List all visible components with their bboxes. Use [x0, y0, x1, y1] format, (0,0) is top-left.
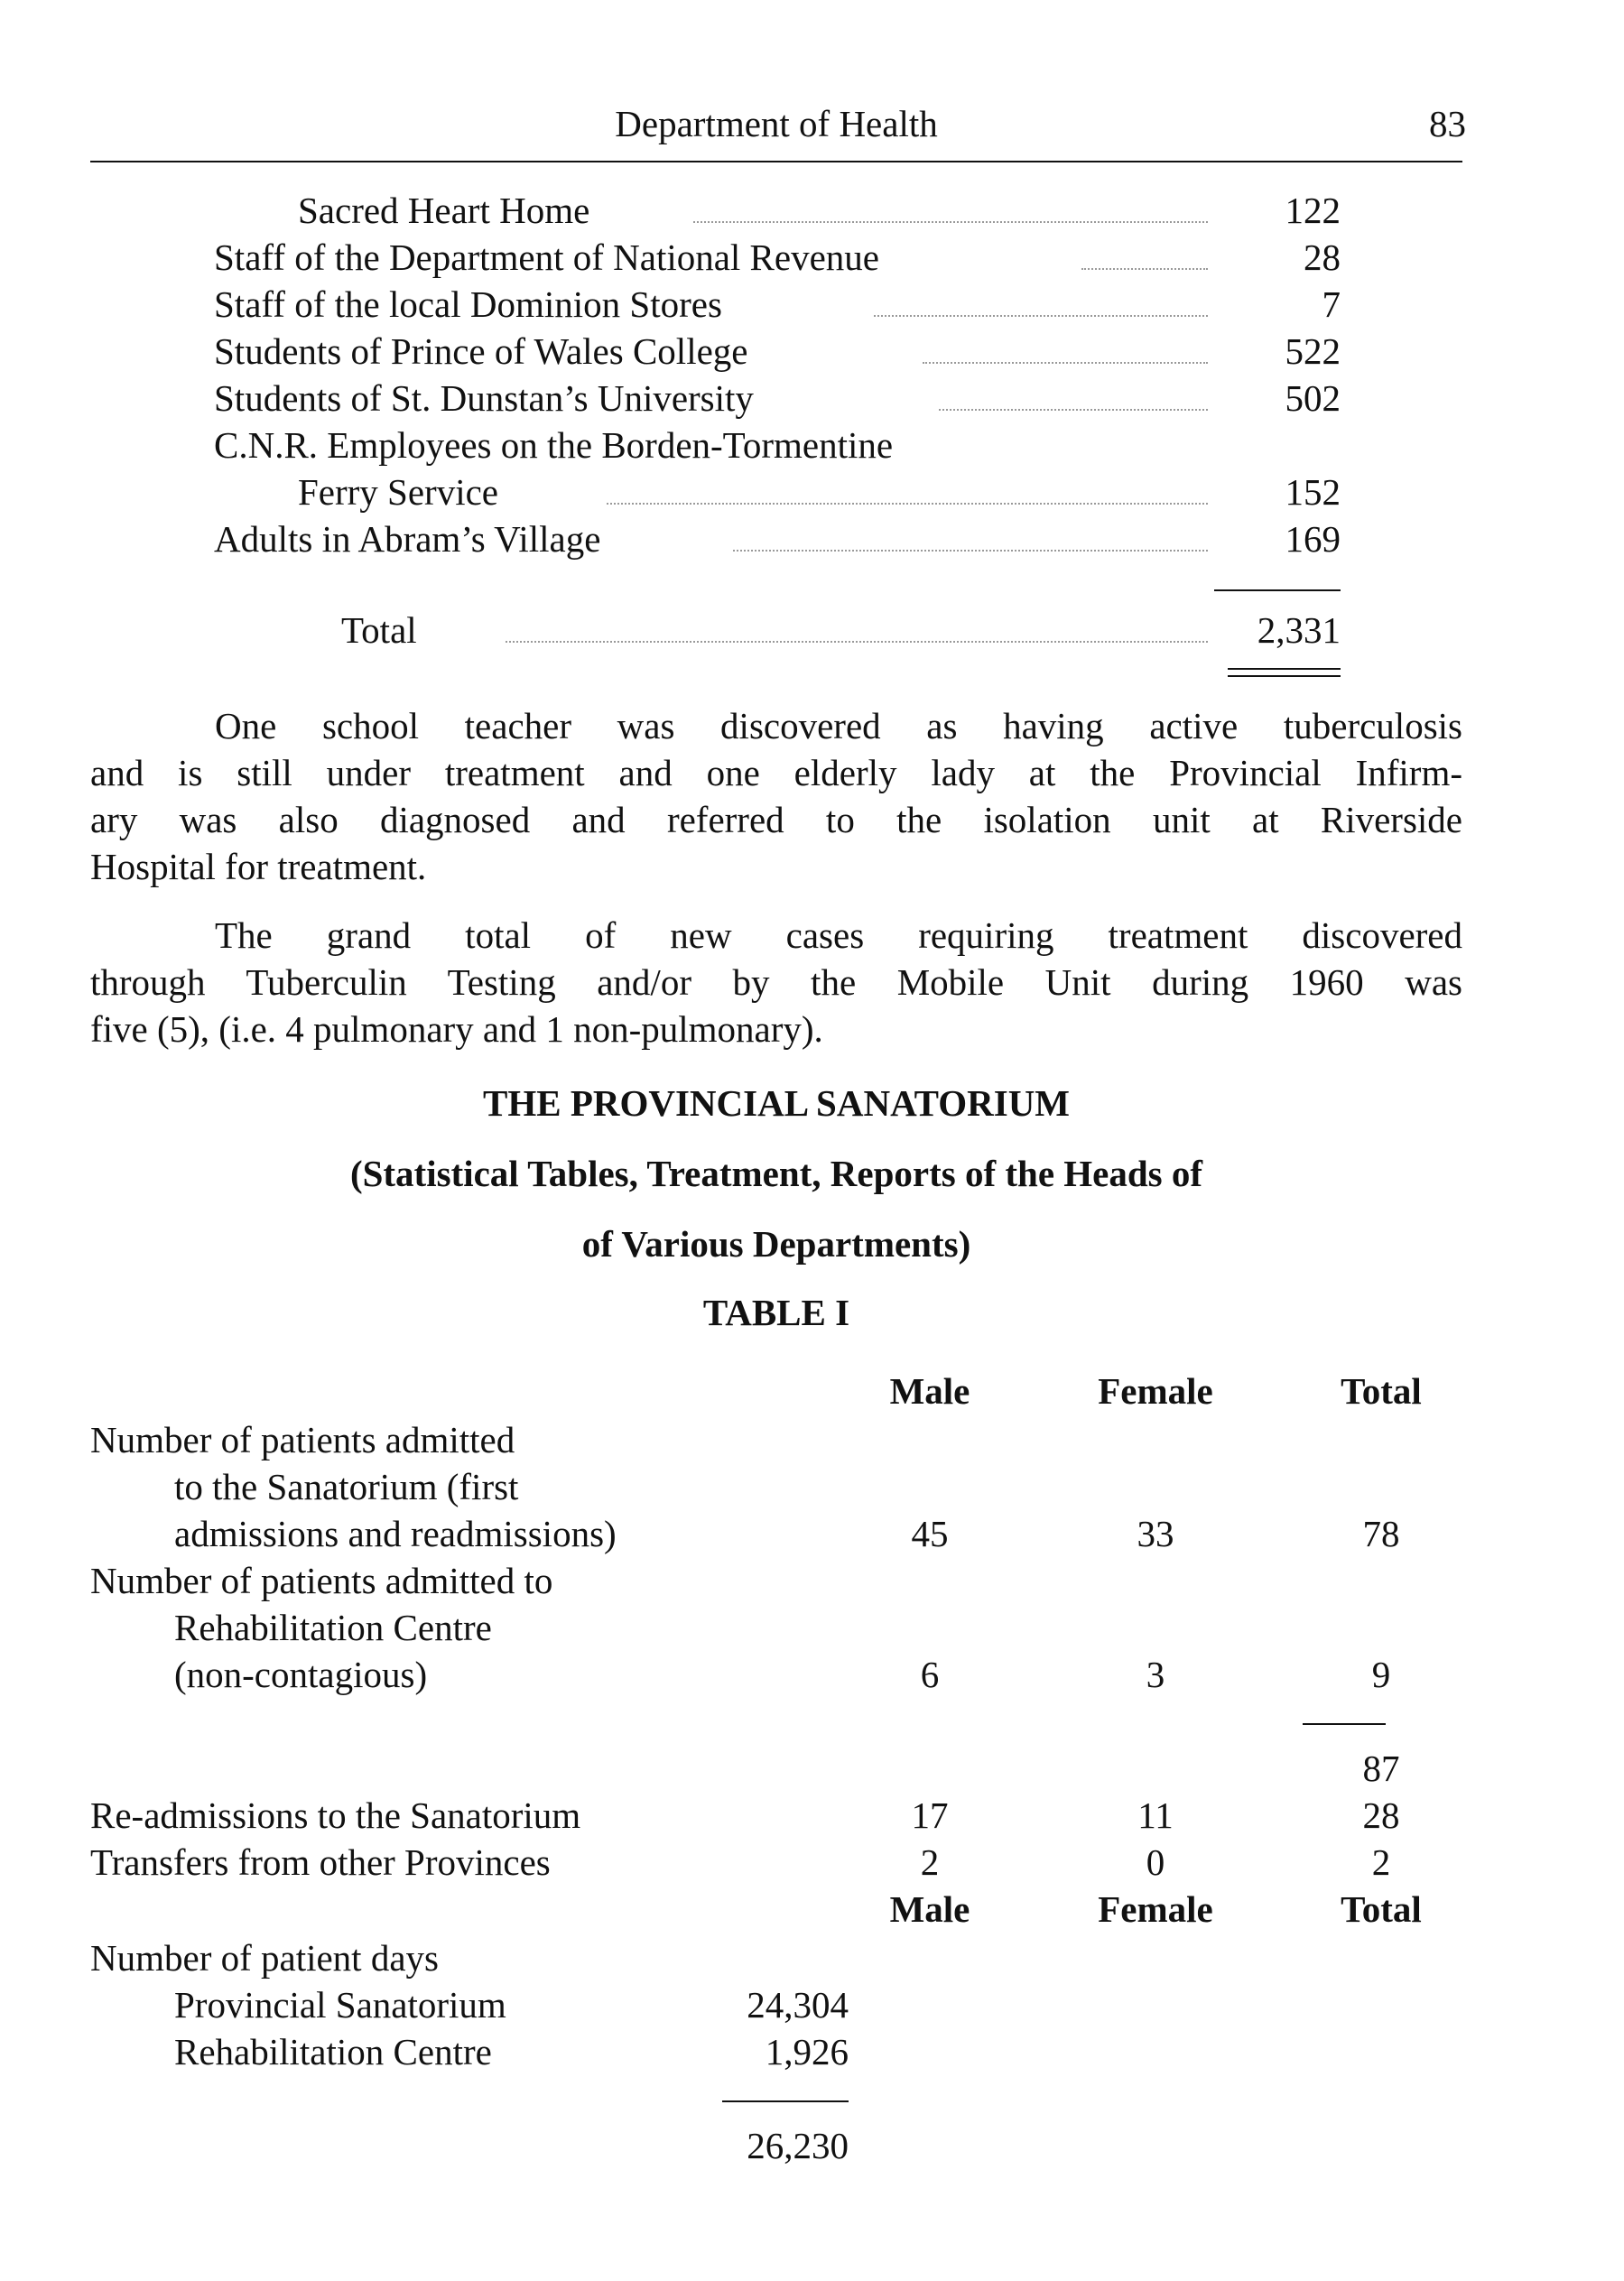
double-rule-bottom	[1228, 675, 1341, 677]
list-item-value: 28	[1304, 236, 1341, 278]
cell-male: 17	[911, 1794, 949, 1836]
list-item-label: Sacred Heart Home	[298, 190, 590, 231]
cell-male: 45	[911, 1513, 949, 1554]
paragraph-grand-total	[90, 912, 1462, 1052]
column-header-female: Female	[1098, 1370, 1213, 1412]
list-item-label: Adults in Abram’s Village	[214, 518, 601, 560]
patient-days-rule	[722, 2100, 849, 2102]
cell-total: 28	[1362, 1794, 1400, 1836]
row-label: Rehabilitation Centre	[174, 2031, 492, 2072]
list-item-value: 152	[1285, 471, 1341, 513]
cell-female: 0	[1146, 1841, 1165, 1883]
list-item-value: 7	[1322, 283, 1341, 325]
row-label-line: Number of patients admitted	[90, 1419, 515, 1460]
paragraph-line: and is still under treatment and one elderly lady at the Provincial Infirm-	[90, 752, 1462, 793]
paragraph-line: Hospital for treatment.	[90, 846, 427, 887]
cell-male: 2	[920, 1841, 940, 1883]
list-item-label: Ferry Service	[298, 471, 498, 513]
paragraph-teacher	[90, 702, 1462, 890]
list-item-value: 502	[1285, 377, 1341, 419]
double-rule-top	[1228, 668, 1341, 670]
list-item-label: C.N.R. Employees on the Borden-Tormentine	[214, 424, 894, 466]
row-label-line: admissions and readmissions)	[174, 1513, 617, 1554]
table-title: TABLE I	[702, 1292, 850, 1333]
leader-dots	[607, 503, 1208, 505]
row-label: Provincial Sanatorium	[174, 1984, 506, 2026]
cell-female: 11	[1137, 1794, 1174, 1836]
page-header-title: Department of Health	[615, 103, 938, 144]
row-label-line: (non-contagious)	[174, 1654, 428, 1695]
column-header-male: Male	[889, 1888, 970, 1930]
leader-dots	[1081, 268, 1208, 270]
list-item-value: 169	[1285, 518, 1341, 560]
cell-total: 78	[1362, 1513, 1400, 1554]
list-item-value: 122	[1285, 190, 1341, 231]
leader-dots	[923, 362, 1208, 364]
total-value: 2,331	[1257, 609, 1341, 651]
paragraph-line: five (5), (i.e. 4 pulmonary and 1 non-pulmonary).	[90, 1008, 823, 1050]
leader-dots	[693, 221, 1208, 223]
column-header-total: Total	[1341, 1370, 1422, 1412]
section-subtitle-line1: (Statistical Tables, Treatment, Reports of the Heads of	[349, 1153, 1203, 1194]
subtotal-value: 87	[1362, 1748, 1400, 1789]
row-label-line: Number of patients admitted to	[90, 1560, 553, 1601]
cell-total: 2	[1371, 1841, 1391, 1883]
total-rule	[1214, 589, 1341, 591]
list-item-label: Students of Prince of Wales College	[214, 330, 748, 372]
cell-female: 33	[1137, 1513, 1174, 1554]
cell-male: 6	[920, 1654, 940, 1695]
paragraph-line: One school teacher was discovered as having active tuberculosis	[215, 705, 1462, 746]
row-label-line: Rehabilitation Centre	[174, 1607, 492, 1648]
leader-dots	[506, 641, 1208, 643]
section-subtitle-line2: of Various Departments)	[581, 1223, 971, 1265]
leader-dots	[733, 550, 1208, 552]
leader-dots	[874, 315, 1208, 317]
section-title: THE PROVINCIAL SANATORIUM	[482, 1082, 1070, 1124]
page-number: 83	[1429, 103, 1466, 144]
total-label: Total	[341, 609, 417, 651]
row-label: Transfers from other Provinces	[90, 1841, 551, 1883]
list-item-value: 522	[1285, 330, 1341, 372]
row-label-line: to the Sanatorium (first	[174, 1466, 519, 1507]
list-item-label: Staff of the local Dominion Stores	[214, 283, 722, 325]
row-label: Re-admissions to the Sanatorium	[90, 1794, 581, 1836]
subtotal-rule	[1303, 1723, 1386, 1725]
list-item-label: Students of St. Dunstan’s University	[214, 377, 754, 419]
paragraph-line: through Tuberculin Testing and/or by the Mobile Unit during 1960 was	[90, 961, 1462, 1003]
list-item-label: Staff of the Department of National Revenue	[214, 236, 879, 278]
column-header-female: Female	[1098, 1888, 1213, 1930]
patient-days-value: 1,926	[765, 2031, 849, 2072]
column-header-male: Male	[889, 1370, 970, 1412]
cell-female: 3	[1146, 1654, 1165, 1695]
header-rule	[90, 161, 1462, 162]
paragraph-line: The grand total of new cases requiring treatment discovered	[215, 914, 1462, 956]
row-label: Number of patient days	[90, 1937, 439, 1979]
patient-days-value: 24,304	[747, 1984, 849, 2026]
leader-dots	[939, 409, 1208, 411]
paragraph-line: ary was also diagnosed and referred to the isolation unit at Riverside	[90, 799, 1462, 840]
cell-total: 9	[1371, 1654, 1391, 1695]
patient-days-total: 26,230	[747, 2125, 849, 2166]
column-header-total: Total	[1341, 1888, 1422, 1930]
